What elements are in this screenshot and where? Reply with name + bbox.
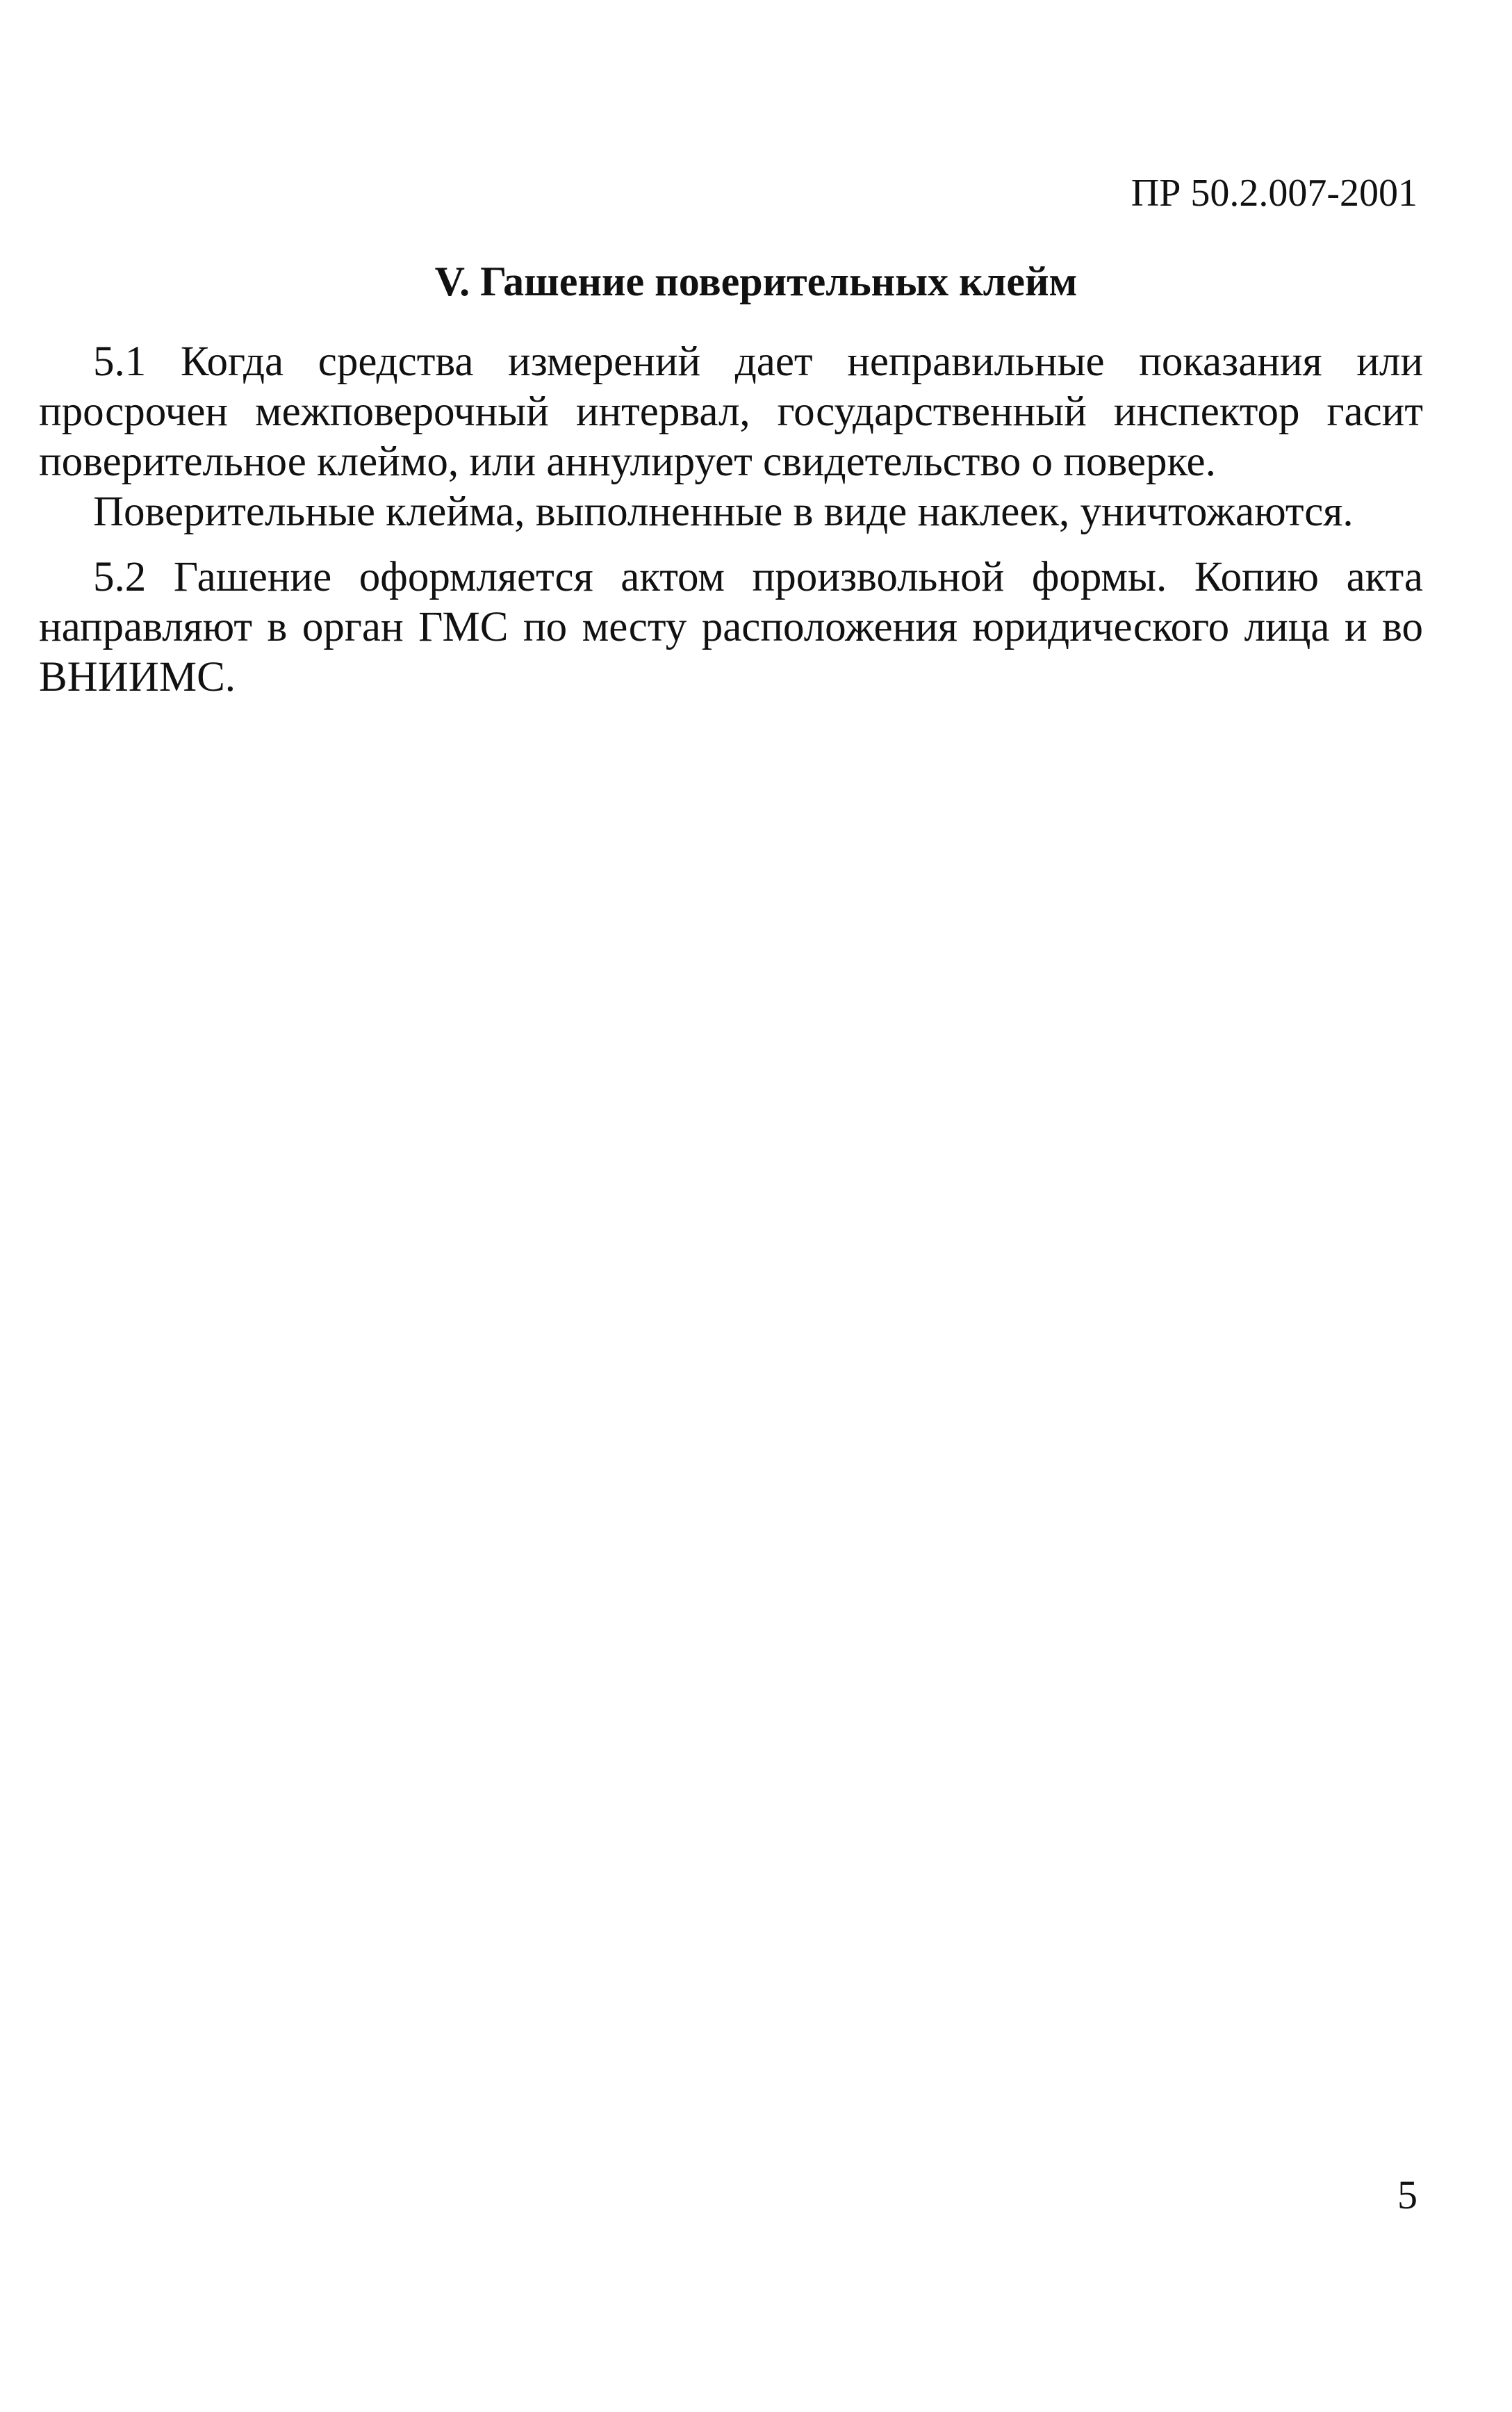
paragraph-stickers: Поверительные клейма, выполненные в виде наклеек, уничтожаются.: [93, 489, 1354, 535]
section-title: V. Гашение поверительных клейм: [434, 259, 1078, 304]
paragraph-5-1: 5.1 Когда средства измерений дает неправильные показания или просрочен межповерочный интервал, государственный инспектор гасит поверительное клеймо, или аннулирует свидетельство о поверке.: [39, 338, 1423, 485]
page-number: 5: [1397, 2172, 1418, 2217]
section-body: [39, 337, 1423, 703]
document-code: ПР 50.2.007-2001: [1131, 172, 1418, 215]
paragraph-5-2: 5.2 Гашение оформляется актом произвольной формы. Копию акта направляют в орган ГМС по месту расположения юридического лица и во ВНИИМС.: [39, 554, 1423, 700]
